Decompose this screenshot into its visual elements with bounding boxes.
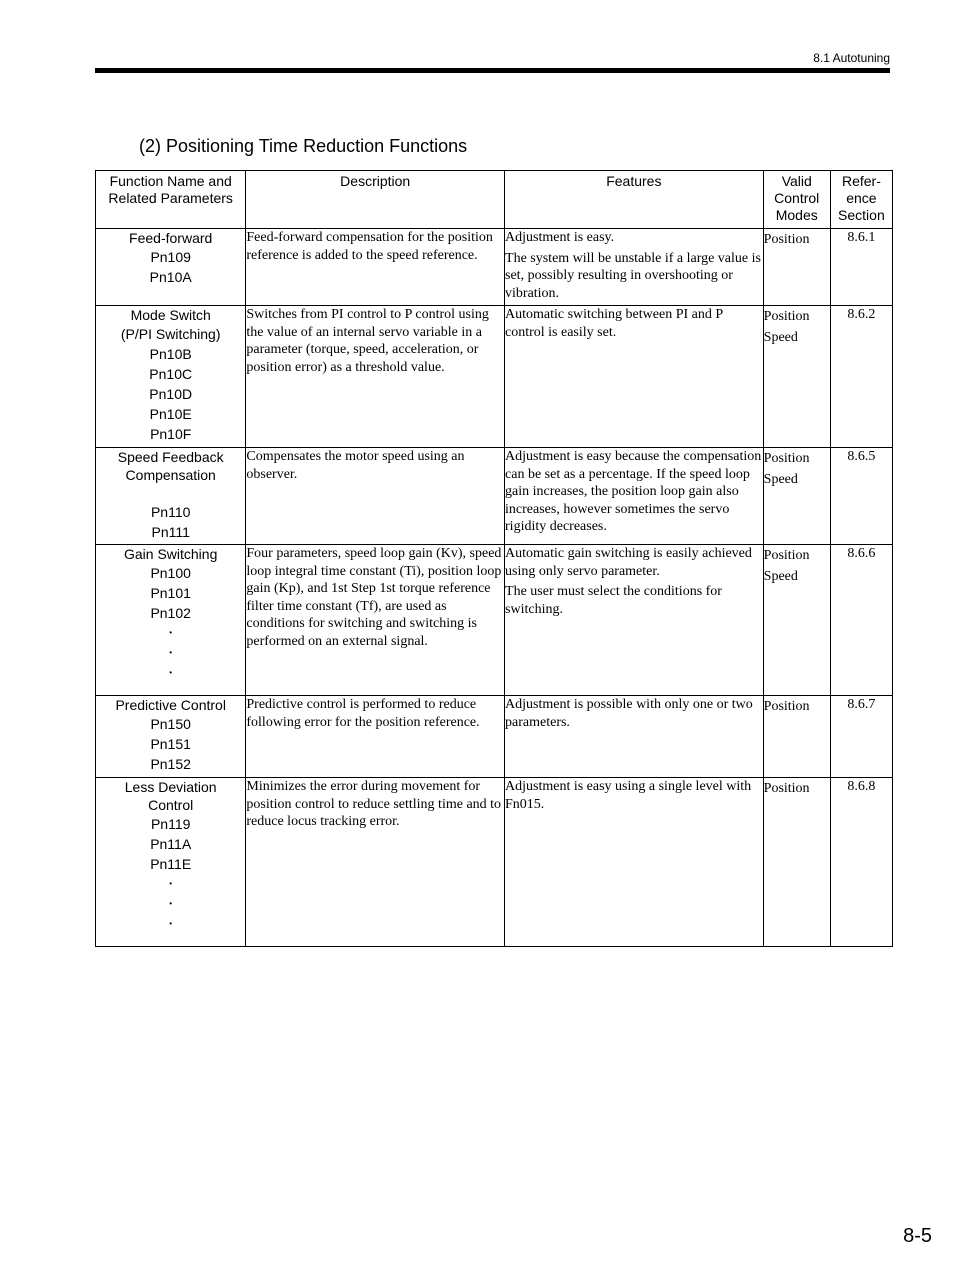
valid-modes-cell — [763, 229, 830, 306]
parameter-label: Pn10E — [149, 406, 192, 422]
parameter-label: Pn11E — [150, 856, 192, 872]
valid-modes-cell — [763, 545, 830, 696]
reference-section-cell: 8.6.7 — [830, 696, 892, 778]
feature-paragraph: Adjustment is possible with only one or two parameters. — [505, 697, 753, 730]
parameter-label: Pn10B — [149, 346, 192, 362]
feature-paragraph: Adjustment is easy using a single level with Fn015. — [505, 779, 752, 812]
parameter-label: Pn109 — [150, 249, 191, 265]
table-body — [96, 229, 893, 947]
function-name-line: Control — [148, 797, 194, 813]
description-cell: Minimizes the error during movement for position control to reduce settling time and to reduce locus tracking error. — [246, 778, 505, 947]
parameter-label: Pn102 — [150, 605, 191, 621]
continuation-dot: • — [169, 648, 173, 657]
parameter-label: Pn151 — [150, 736, 191, 752]
valid-modes-cell — [763, 448, 830, 545]
feature-paragraph: Adjustment is easy. — [505, 230, 615, 245]
control-mode: Position — [763, 451, 810, 466]
parameter-label: Pn101 — [150, 585, 191, 601]
table-row — [96, 696, 893, 778]
continuation-dot: • — [169, 919, 173, 928]
feature-paragraph: Adjustment is easy because the compensation can be set as a percentage. If the speed loop gain increases, the position loop gain also increases, however sometimes the servo rigidity decreases. — [505, 449, 762, 534]
features-cell — [505, 229, 764, 306]
header-features: Features — [505, 171, 764, 229]
continuation-dot: • — [169, 628, 173, 637]
function-name-cell — [96, 778, 246, 947]
table-row — [96, 778, 893, 947]
function-name-cell — [96, 448, 246, 545]
function-name-cell — [96, 229, 246, 306]
features-cell — [505, 545, 764, 696]
parameter-label: Pn10C — [149, 366, 193, 382]
control-mode: Speed — [763, 569, 798, 584]
features-cell — [505, 448, 764, 545]
parameter-label: Pn10F — [150, 426, 192, 442]
header-valid-control-modes: Valid Control Modes — [763, 171, 830, 229]
continuation-dot: • — [169, 879, 173, 888]
feature-paragraph: The user must select the conditions for switching. — [505, 584, 722, 617]
control-mode: Position — [763, 699, 810, 714]
features-cell — [505, 306, 764, 448]
reference-section-cell: 8.6.5 — [830, 448, 892, 545]
description-cell: Feed-forward compensation for the position reference is added to the speed reference. — [246, 229, 505, 306]
parameter-label: Pn152 — [150, 756, 191, 772]
function-name-cell — [96, 545, 246, 696]
control-mode: Position — [763, 548, 810, 563]
spacer — [96, 484, 245, 502]
function-name-line: Compensation — [125, 467, 216, 483]
function-name-line: Predictive Control — [115, 697, 226, 713]
table-row — [96, 229, 893, 306]
parameter-label: Pn10A — [149, 269, 192, 285]
features-cell — [505, 778, 764, 947]
description-cell: Switches from PI control to P control using the value of an internal servo variable in a parameter (torque, speed, acceleration, or position error) as a threshold value. — [246, 306, 505, 448]
function-name-line: Speed Feedback — [117, 449, 224, 465]
reference-section-cell: 8.6.1 — [830, 229, 892, 306]
reference-section-cell: 8.6.6 — [830, 545, 892, 696]
function-name-line: Mode Switch — [130, 307, 211, 323]
function-name-line: Gain Switching — [123, 546, 218, 562]
valid-modes-cell — [763, 778, 830, 947]
parameter-label: Pn110 — [150, 504, 191, 520]
feature-paragraph: The system will be unstable if a large value is set, possibly resulting in overshooting or vibration. — [505, 250, 761, 301]
continuation-dot: • — [169, 899, 173, 908]
function-name-line: Feed-forward — [129, 230, 213, 246]
reference-section-cell: 8.6.2 — [830, 306, 892, 448]
control-mode: Position — [763, 781, 810, 796]
table-row — [96, 545, 893, 696]
parameter-label: Pn111 — [151, 524, 190, 540]
function-name-line: Less Deviation — [124, 779, 217, 795]
function-name-cell — [96, 696, 246, 778]
reference-section-cell: 8.6.8 — [830, 778, 892, 947]
control-mode: Speed — [763, 472, 798, 487]
table-row — [96, 448, 893, 545]
control-mode: Position — [763, 232, 810, 247]
parameter-label: Pn100 — [150, 565, 191, 581]
section-title: (2) Positioning Time Reduction Functions — [139, 136, 468, 156]
control-mode: Speed — [763, 330, 798, 345]
positioning-functions-table — [95, 170, 893, 947]
parameter-label: Pn11A — [150, 836, 192, 852]
header-description: Description — [246, 171, 505, 229]
feature-paragraph: Automatic switching between PI and P control is easily set. — [505, 307, 723, 340]
header-rule — [95, 68, 890, 73]
parameter-label: Pn10D — [149, 386, 193, 402]
function-name-cell — [96, 306, 246, 448]
valid-modes-cell — [763, 306, 830, 448]
table-row — [96, 306, 893, 448]
feature-paragraph: Automatic gain switching is easily achieved using only servo parameter. — [505, 546, 752, 579]
description-cell: Compensates the motor speed using an observer. — [246, 448, 505, 545]
description-cell: Four parameters, speed loop gain (Kv), speed loop integral time constant (Ti), position loop gain (Kp), and 1st Step 1st torque reference filter time constant (Tf), are used as conditions for switching and switching is performed on an external signal. — [246, 545, 505, 696]
header-function-name: Function Name and Related Parameters — [96, 171, 246, 229]
control-mode: Position — [763, 309, 810, 324]
running-head: 8.1 Autotuning — [813, 51, 890, 65]
page-number: 8-5 — [903, 1225, 932, 1247]
description-cell: Predictive control is performed to reduce following error for the position reference. — [246, 696, 505, 778]
valid-modes-cell — [763, 696, 830, 778]
parameter-label: Pn150 — [150, 716, 191, 732]
features-cell — [505, 696, 764, 778]
table-header-row — [96, 171, 893, 229]
continuation-dot: • — [169, 668, 173, 677]
parameter-label: Pn119 — [150, 816, 191, 832]
header-reference-section: Refer- ence Section — [830, 171, 892, 229]
parameter-label: (P/PI Switching) — [120, 326, 221, 342]
